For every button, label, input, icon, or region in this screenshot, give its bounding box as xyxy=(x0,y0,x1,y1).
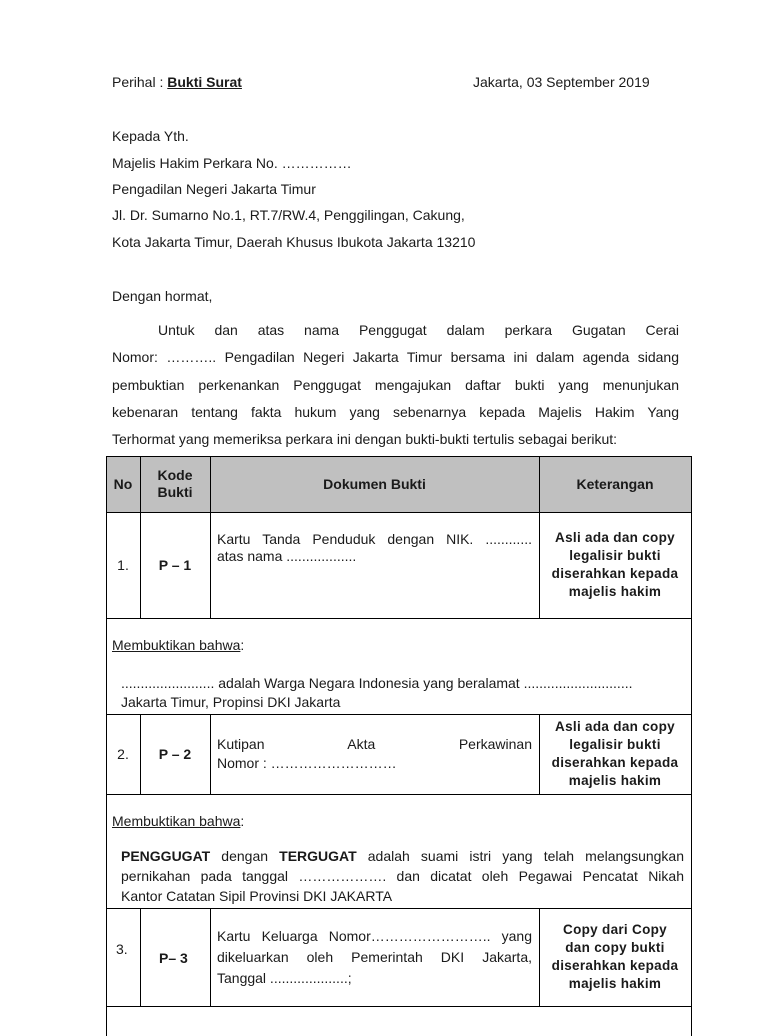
row-3-no: 3. xyxy=(116,941,128,957)
perihal-line xyxy=(112,74,242,90)
proof-1-line1: ........................ adalah Warga Negara Indonesia yang beralamat ............................ xyxy=(121,675,633,691)
body-line-2: Nomor: ……….. Pengadilan Negeri Jakarta Timur bersama ini dalam agenda sidang xyxy=(112,349,679,365)
row-1-kode: P – 1 xyxy=(158,557,192,573)
body-line-1: Untuk dan atas nama Penggugat dalam perkara Gugatan Cerai xyxy=(158,322,679,338)
perihal-label: Perihal : xyxy=(112,74,164,90)
membuktikan-text-1: Membuktikan bahwa xyxy=(112,637,241,653)
membuktikan-colon-2: : xyxy=(240,813,245,829)
membuktikan-label-2 xyxy=(112,813,244,829)
recipient-line-5: Kota Jakarta Timur, Daerah Khusus Ibukota Jakarta 13210 xyxy=(112,234,476,250)
perihal-value: Bukti Surat xyxy=(167,74,242,90)
row-2-kode: P – 2 xyxy=(158,746,192,762)
recipient-line-1: Kepada Yth. xyxy=(112,128,189,144)
body-line-5: Terhormat yang memeriksa perkara ini dengan bukti-bukti tertulis sebagai berikut: xyxy=(112,431,618,447)
row-2-doc-line1: Kutipan Akta Perkawinan xyxy=(217,736,532,752)
row-2-no: 2. xyxy=(117,746,129,762)
row-1-ket-line1: Asli ada dan copy xyxy=(555,530,675,545)
row-3-doc-line2: dikeluarkan oleh Pemerintah DKI Jakarta, xyxy=(217,949,532,965)
row-1-ket-line2: legalisir bukti xyxy=(569,548,661,563)
recipient-line-3: Pengadilan Negeri Jakarta Timur xyxy=(112,181,316,197)
proof-2-rest: adalah suami istri yang telah melangsungkan xyxy=(356,848,684,864)
row-3-ket-line4: majelis hakim xyxy=(568,976,662,991)
row-2-ket-line3: diserahkan kepada xyxy=(551,755,679,770)
letter-date: Jakarta, 03 September 2019 xyxy=(473,74,650,90)
body-line-4: kebenaran tentang fakta hukum yang sebenarnya kepada Majelis Hakim Yang xyxy=(112,404,679,420)
membuktikan-colon-1: : xyxy=(240,637,245,653)
header-dokumen: Dokumen Bukti xyxy=(323,476,426,492)
proof-2-dengan: dengan xyxy=(210,848,280,864)
header-no: No xyxy=(113,476,133,492)
row-2-keterangan xyxy=(539,714,691,794)
evidence-table xyxy=(106,456,692,1036)
row-1-doc-line1: Kartu Tanda Penduduk dengan NIK. ............ xyxy=(217,531,532,547)
row-1-ket-line3: diserahkan kepada xyxy=(551,566,679,581)
row-2-doc-line2: Nomor : ……………………… xyxy=(217,755,397,771)
membuktikan-text-2: Membuktikan bahwa xyxy=(112,813,241,829)
header-keterangan: Keterangan xyxy=(576,476,654,492)
membuktikan-label-1 xyxy=(112,637,244,653)
row-1-no: 1. xyxy=(117,557,129,573)
greeting: Dengan hormat, xyxy=(112,288,213,304)
row-3-ket-line1: Copy dari Copy xyxy=(563,922,667,937)
row-1-ket-line4: majelis hakim xyxy=(568,584,662,599)
proof-2-penggugat: PENGGUGAT xyxy=(121,848,211,864)
recipient-line-2: Majelis Hakim Perkara No. …………… xyxy=(112,155,352,171)
row-3-keterangan xyxy=(539,908,691,1006)
row-3-ket-line3: diserahkan kepada xyxy=(551,958,679,973)
proof-2-line1 xyxy=(121,848,684,866)
proof-2-line2: pernikahan pada tanggal ………………. dan dicatat oleh Pegawai Pencatat Nikah xyxy=(121,868,684,884)
row-3-kode: P– 3 xyxy=(159,950,188,966)
row-1-doc-line2: atas nama .................. xyxy=(217,548,357,564)
row-2-ket-line1: Asli ada dan copy xyxy=(555,719,675,734)
header-kode-line1: Kode xyxy=(157,467,193,483)
row-3-ket-line2: dan copy bukti xyxy=(565,940,665,955)
row-3-doc-line3: Tanggal ....................; xyxy=(217,970,352,986)
body-line-3: pembuktian perkenankan Penggugat mengajukan daftar bukti yang menunjukan xyxy=(112,377,679,393)
row-1-keterangan xyxy=(539,512,691,618)
header-kode-line2: Bukti xyxy=(157,484,193,500)
row-2-ket-line4: majelis hakim xyxy=(568,773,662,788)
proof-2-line3: Kantor Catatan Sipil Provinsi DKI JAKARTA xyxy=(121,888,393,904)
proof-2-tergugat: TERGUGAT xyxy=(279,848,357,864)
header-kode xyxy=(140,456,210,512)
proof-1-line2: Jakarta Timur, Propinsi DKI Jakarta xyxy=(121,694,341,710)
recipient-line-4: Jl. Dr. Sumarno No.1, RT.7/RW.4, Penggilingan, Cakung, xyxy=(112,207,465,223)
row-2-ket-line2: legalisir bukti xyxy=(569,737,661,752)
row-3-doc-line1: Kartu Keluarga Nomor…………………….. yang xyxy=(217,928,532,944)
